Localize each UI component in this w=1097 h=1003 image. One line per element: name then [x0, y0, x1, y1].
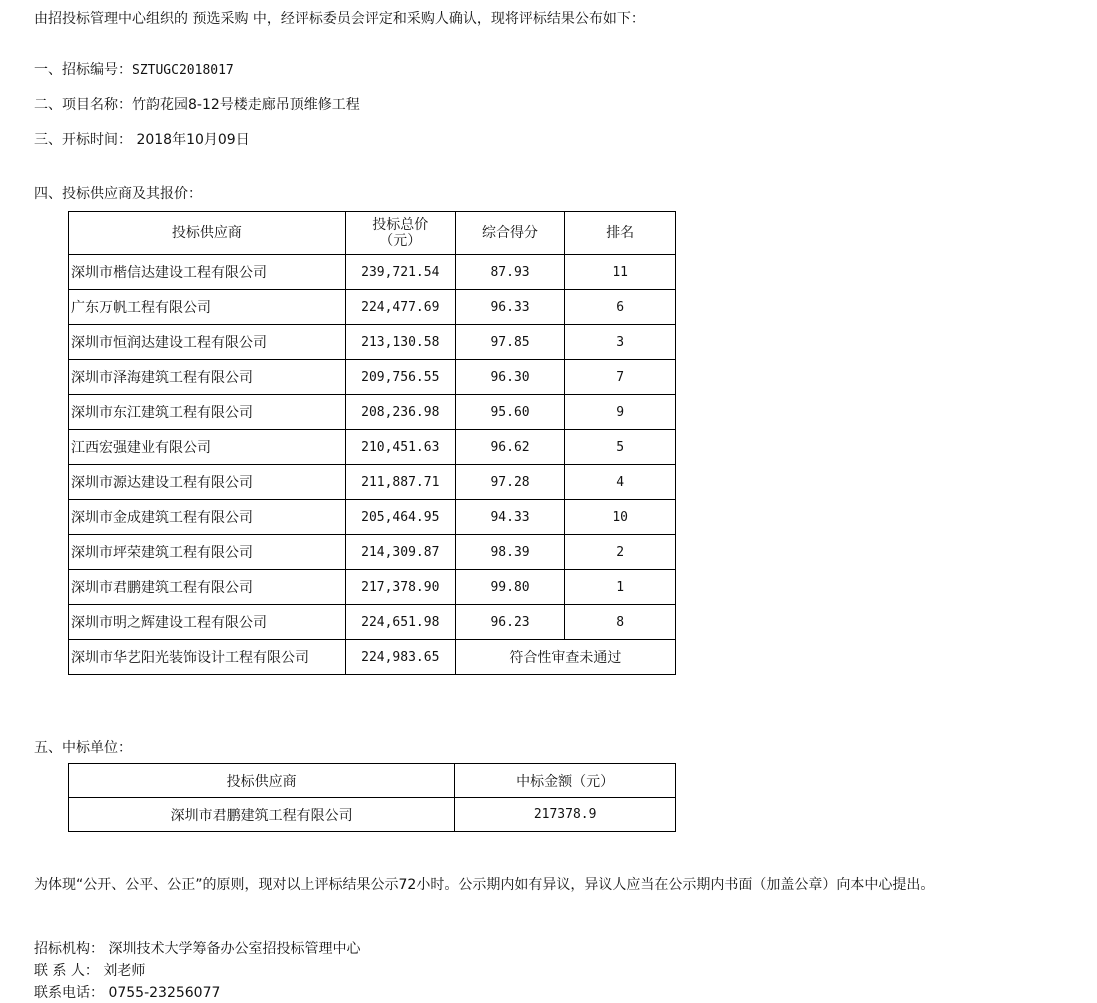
table-row	[69, 570, 676, 605]
rank-cell: 6	[565, 290, 676, 325]
score-cell: 96.23	[455, 605, 565, 640]
rank-cell: 7	[565, 360, 676, 395]
supplier-cell: 深圳市泽海建筑工程有限公司	[69, 360, 346, 395]
winner-header-supplier: 投标供应商	[69, 764, 455, 798]
price-cell: 213,130.58	[345, 325, 455, 360]
agency-line	[34, 938, 360, 958]
tender-number-line	[34, 59, 234, 79]
price-cell: 224,651.98	[345, 605, 455, 640]
header-score: 综合得分	[455, 212, 565, 255]
score-cell: 99.80	[455, 570, 565, 605]
table-row	[69, 535, 676, 570]
bids-header-row	[69, 212, 676, 255]
tender-number-value: SZTUGC2018017	[132, 63, 234, 78]
supplier-cell: 深圳市东江建筑工程有限公司	[69, 395, 346, 430]
winner-header-row	[69, 764, 676, 798]
price-cell: 214,309.87	[345, 535, 455, 570]
supplier-cell: 深圳市金成建筑工程有限公司	[69, 500, 346, 535]
opening-time-line	[34, 129, 250, 149]
header-price	[345, 212, 455, 255]
supplier-cell: 深圳市坪荣建筑工程有限公司	[69, 535, 346, 570]
winner-heading: 五、中标单位：	[34, 740, 132, 756]
score-cell: 96.33	[455, 290, 565, 325]
winner-header-amount: 中标金额（元）	[455, 764, 676, 798]
winner-supplier: 深圳市君鹏建筑工程有限公司	[69, 798, 455, 832]
header-rank: 排名	[565, 212, 676, 255]
rank-cell: 4	[565, 465, 676, 500]
rank-cell: 2	[565, 535, 676, 570]
bids-table	[68, 211, 676, 675]
contact-person-value: 刘老师	[98, 963, 146, 979]
winner-amount: 217378.9	[455, 798, 676, 832]
intro-paragraph: 由招投标管理中心组织的 预选采购 中，经评标委员会评定和采购人确认，现将评标结果公布如下：	[34, 11, 645, 27]
rank-cell: 8	[565, 605, 676, 640]
table-row	[69, 255, 676, 290]
rank-cell: 5	[565, 430, 676, 465]
table-row	[69, 395, 676, 430]
score-cell: 98.39	[455, 535, 565, 570]
supplier-cell: 深圳市恒润达建设工程有限公司	[69, 325, 346, 360]
table-row	[69, 465, 676, 500]
supplier-cell: 江西宏强建业有限公司	[69, 430, 346, 465]
supplier-cell: 深圳市君鹏建筑工程有限公司	[69, 570, 346, 605]
project-name-label: 二、项目名称：	[34, 97, 132, 113]
rank-cell: 9	[565, 395, 676, 430]
contact-person-label: 联 系 人：	[34, 963, 99, 979]
supplier-cell: 深圳市明之辉建设工程有限公司	[69, 605, 346, 640]
header-price-line2: （元）	[379, 233, 422, 249]
price-cell: 217,378.90	[345, 570, 455, 605]
supplier-cell: 深圳市华艺阳光装饰设计工程有限公司	[69, 640, 346, 675]
price-cell: 208,236.98	[345, 395, 455, 430]
price-cell: 224,477.69	[345, 290, 455, 325]
header-supplier: 投标供应商	[69, 212, 346, 255]
table-row	[69, 500, 676, 535]
opening-time-label: 三、开标时间：	[34, 132, 132, 148]
header-price-line1: 投标总价	[372, 216, 429, 233]
table-row	[69, 430, 676, 465]
failed-review-note: 符合性审查未通过	[455, 640, 675, 675]
rank-cell: 1	[565, 570, 676, 605]
bids-heading: 四、投标供应商及其报价：	[34, 186, 202, 202]
table-row	[69, 360, 676, 395]
winner-row	[69, 798, 676, 832]
score-cell: 95.60	[455, 395, 565, 430]
rank-cell: 11	[565, 255, 676, 290]
price-cell: 239,721.54	[345, 255, 455, 290]
price-cell: 209,756.55	[345, 360, 455, 395]
table-row-failed	[69, 640, 676, 675]
contact-phone-value: 0755-23256077	[104, 985, 221, 1001]
score-cell: 96.62	[455, 430, 565, 465]
publicity-notice: 为体现“公开、公平、公正”的原则，现对以上评标结果公示72小时。公示期内如有异议，异议人应当在公示期内书面（加盖公章）向本中心提出。	[34, 877, 935, 893]
agency-value: 深圳技术大学筹备办公室招投标管理中心	[104, 941, 361, 957]
price-cell: 210,451.63	[345, 430, 455, 465]
opening-time-value: 2018年10月09日	[132, 132, 250, 148]
supplier-cell: 深圳市楷信达建设工程有限公司	[69, 255, 346, 290]
score-cell: 97.85	[455, 325, 565, 360]
winner-table	[68, 763, 676, 832]
supplier-cell: 深圳市源达建设工程有限公司	[69, 465, 346, 500]
supplier-cell: 广东万帆工程有限公司	[69, 290, 346, 325]
project-name-line	[34, 94, 360, 114]
score-cell: 94.33	[455, 500, 565, 535]
agency-label: 招标机构：	[34, 941, 104, 957]
contact-phone-label: 联系电话：	[34, 985, 104, 1001]
rank-cell: 10	[565, 500, 676, 535]
tender-number-label: 一、招标编号：	[34, 62, 132, 78]
score-cell: 87.93	[455, 255, 565, 290]
table-row	[69, 325, 676, 360]
contact-phone-line	[34, 982, 220, 1002]
project-name-value: 竹韵花园8-12号楼走廊吊顶维修工程	[132, 97, 360, 113]
table-row	[69, 605, 676, 640]
price-cell: 224,983.65	[345, 640, 455, 675]
score-cell: 96.30	[455, 360, 565, 395]
score-cell: 97.28	[455, 465, 565, 500]
price-cell: 205,464.95	[345, 500, 455, 535]
contact-person-line	[34, 960, 145, 980]
price-cell: 211,887.71	[345, 465, 455, 500]
rank-cell: 3	[565, 325, 676, 360]
table-row	[69, 290, 676, 325]
